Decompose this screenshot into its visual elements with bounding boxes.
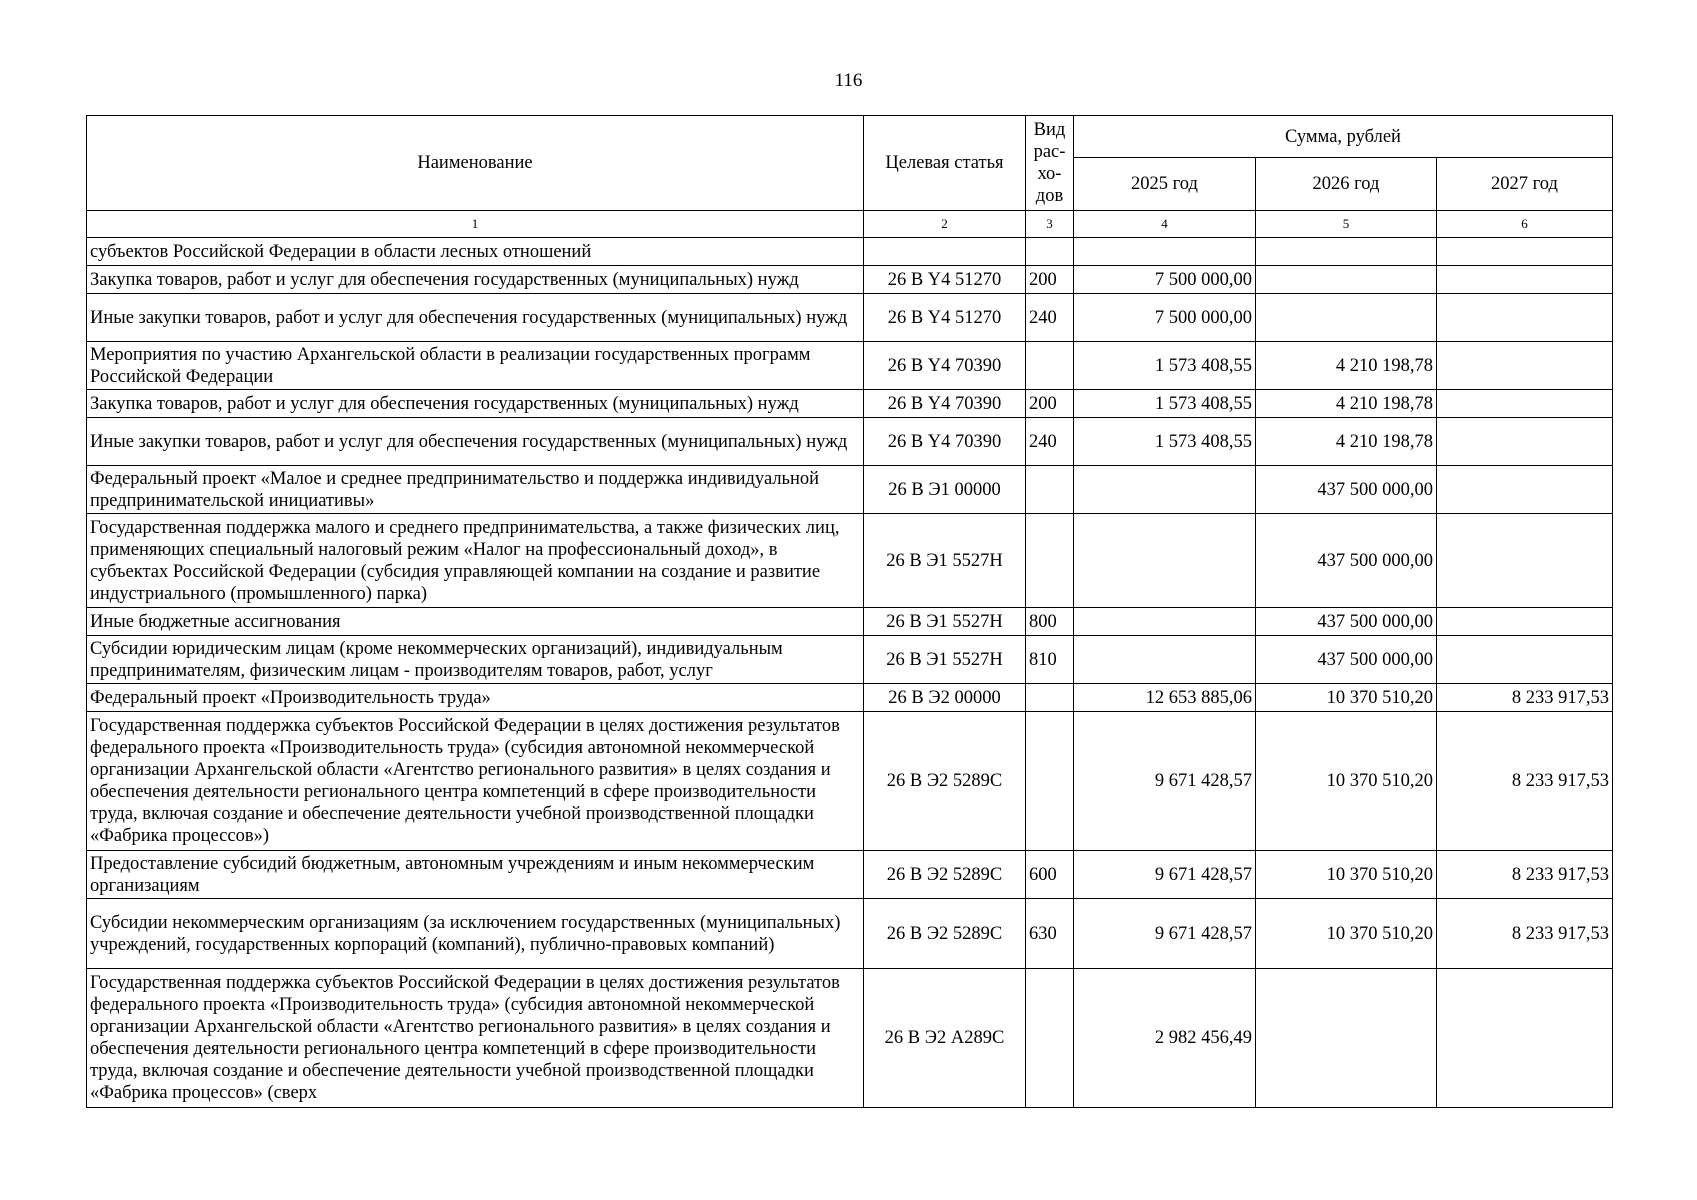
row-sum-2025: 9 671 428,57 bbox=[1074, 851, 1256, 899]
row-target-code: 26 В Э1 5527Н bbox=[864, 514, 1026, 608]
row-expense-type bbox=[1026, 969, 1074, 1108]
row-sum-2025: 2 982 456,49 bbox=[1074, 969, 1256, 1108]
row-name: Субсидии юридическим лицам (кроме некоммерческих организаций), индивидуальным предпринимателям, физическим лицам - производителям товаров, работ, услуг bbox=[87, 636, 864, 684]
table-row bbox=[87, 294, 1613, 342]
header-year-2026: 2026 год bbox=[1256, 158, 1437, 211]
row-expense-type: 240 bbox=[1026, 418, 1074, 466]
row-expense-type: 200 bbox=[1026, 266, 1074, 294]
table-row bbox=[87, 390, 1613, 418]
row-target-code: 26 В Y4 70390 bbox=[864, 390, 1026, 418]
row-expense-type: 630 bbox=[1026, 899, 1074, 969]
row-target-code: 26 В Y4 51270 bbox=[864, 294, 1026, 342]
table-row bbox=[87, 514, 1613, 608]
row-name: Государственная поддержка субъектов Российской Федерации в целях достижения результатов федерального проекта «Производительность труда» (субсидия автономной некоммерческой организации Архангельской области «Агентство регионального развития» в целях создания и обеспечения деятельности регионального центра компетенций в сфере производительности труда, включая создание и обеспечение деятельности учебной производственной площадки «Фабрика процессов») bbox=[87, 712, 864, 851]
row-expense-type bbox=[1026, 712, 1074, 851]
row-sum-2027: 8 233 917,53 bbox=[1437, 851, 1613, 899]
table-row bbox=[87, 266, 1613, 294]
row-sum-2025 bbox=[1074, 514, 1256, 608]
row-sum-2025: 12 653 885,06 bbox=[1074, 684, 1256, 712]
row-sum-2025: 9 671 428,57 bbox=[1074, 899, 1256, 969]
row-sum-2027 bbox=[1437, 969, 1613, 1108]
table-row bbox=[87, 418, 1613, 466]
row-name: Предоставление субсидий бюджетным, автономным учреждениям и иным некоммерческим организациям bbox=[87, 851, 864, 899]
table-row bbox=[87, 466, 1613, 514]
row-sum-2027 bbox=[1437, 514, 1613, 608]
row-target-code: 26 В Э2 А289С bbox=[864, 969, 1026, 1108]
header-sum: Сумма, рублей bbox=[1074, 116, 1613, 158]
row-name: Закупка товаров, работ и услуг для обеспечения государственных (муниципальных) нужд bbox=[87, 266, 864, 294]
row-expense-type: 200 bbox=[1026, 390, 1074, 418]
row-target-code: 26 В Э1 5527Н bbox=[864, 636, 1026, 684]
header-year-2027: 2027 год bbox=[1437, 158, 1613, 211]
row-sum-2027 bbox=[1437, 466, 1613, 514]
row-sum-2026 bbox=[1256, 969, 1437, 1108]
row-sum-2027 bbox=[1437, 418, 1613, 466]
row-sum-2027: 8 233 917,53 bbox=[1437, 712, 1613, 851]
table-row bbox=[87, 851, 1613, 899]
column-number: 1 bbox=[87, 211, 864, 238]
table-row bbox=[87, 899, 1613, 969]
row-expense-type: 240 bbox=[1026, 294, 1074, 342]
table-row bbox=[87, 608, 1613, 636]
row-expense-type: 600 bbox=[1026, 851, 1074, 899]
row-sum-2026: 10 370 510,20 bbox=[1256, 899, 1437, 969]
row-target-code: 26 В Y4 70390 bbox=[864, 418, 1026, 466]
row-sum-2025: 9 671 428,57 bbox=[1074, 712, 1256, 851]
row-sum-2025 bbox=[1074, 238, 1256, 266]
row-sum-2025: 1 573 408,55 bbox=[1074, 418, 1256, 466]
column-number: 6 bbox=[1437, 211, 1613, 238]
row-sum-2026: 10 370 510,20 bbox=[1256, 851, 1437, 899]
row-sum-2026: 437 500 000,00 bbox=[1256, 636, 1437, 684]
column-number: 2 bbox=[864, 211, 1026, 238]
row-name: Иные бюджетные ассигнования bbox=[87, 608, 864, 636]
row-target-code: 26 В Y4 51270 bbox=[864, 266, 1026, 294]
table-row bbox=[87, 684, 1613, 712]
row-name: Закупка товаров, работ и услуг для обеспечения государственных (муниципальных) нужд bbox=[87, 390, 864, 418]
row-sum-2026: 4 210 198,78 bbox=[1256, 390, 1437, 418]
row-sum-2027 bbox=[1437, 636, 1613, 684]
row-sum-2027 bbox=[1437, 608, 1613, 636]
header-year-2025: 2025 год bbox=[1074, 158, 1256, 211]
row-name: Государственная поддержка малого и среднего предпринимательства, а также физических лиц, применяющих специальный налоговый режим «Налог на профессиональный доход», в субъектах Российской Федерации (субсидия управляющей компании на создание и развитие индустриального (промышленного) парка) bbox=[87, 514, 864, 608]
row-sum-2025 bbox=[1074, 608, 1256, 636]
row-sum-2027 bbox=[1437, 238, 1613, 266]
row-name: Иные закупки товаров, работ и услуг для обеспечения государственных (муниципальных) нужд bbox=[87, 294, 864, 342]
row-sum-2025: 1 573 408,55 bbox=[1074, 342, 1256, 390]
column-number: 4 bbox=[1074, 211, 1256, 238]
row-target-code: 26 В Э1 00000 bbox=[864, 466, 1026, 514]
row-name: Государственная поддержка субъектов Российской Федерации в целях достижения результатов федерального проекта «Производительность труда» (субсидия автономной некоммерческой организации Архангельской области «Агентство регионального развития» в целях создания и обеспечения деятельности регионального центра компетенций в сфере производительности труда, включая создание и обеспечение деятельности учебной производственной площадки «Фабрика процессов» (сверх bbox=[87, 969, 864, 1108]
row-sum-2025 bbox=[1074, 466, 1256, 514]
row-sum-2026: 437 500 000,00 bbox=[1256, 608, 1437, 636]
row-expense-type: 800 bbox=[1026, 608, 1074, 636]
table-row bbox=[87, 969, 1613, 1108]
row-sum-2027 bbox=[1437, 390, 1613, 418]
row-sum-2025: 7 500 000,00 bbox=[1074, 266, 1256, 294]
row-target-code bbox=[864, 238, 1026, 266]
row-sum-2025: 1 573 408,55 bbox=[1074, 390, 1256, 418]
page-number: 116 bbox=[834, 70, 863, 91]
row-sum-2026: 4 210 198,78 bbox=[1256, 418, 1437, 466]
table-row bbox=[87, 238, 1613, 266]
row-target-code: 26 В Э2 5289С bbox=[864, 712, 1026, 851]
row-sum-2026: 4 210 198,78 bbox=[1256, 342, 1437, 390]
row-sum-2026: 10 370 510,20 bbox=[1256, 684, 1437, 712]
row-expense-type bbox=[1026, 514, 1074, 608]
row-sum-2026: 437 500 000,00 bbox=[1256, 466, 1437, 514]
row-expense-type bbox=[1026, 684, 1074, 712]
row-name: Федеральный проект «Производительность труда» bbox=[87, 684, 864, 712]
row-sum-2026: 10 370 510,20 bbox=[1256, 712, 1437, 851]
table-row bbox=[87, 712, 1613, 851]
table-row bbox=[87, 636, 1613, 684]
row-name: Мероприятия по участию Архангельской области в реализации государственных программ Российской Федерации bbox=[87, 342, 864, 390]
row-sum-2026 bbox=[1256, 294, 1437, 342]
row-target-code: 26 В Э2 00000 bbox=[864, 684, 1026, 712]
row-sum-2026 bbox=[1256, 266, 1437, 294]
row-sum-2027: 8 233 917,53 bbox=[1437, 684, 1613, 712]
row-name: Субсидии некоммерческим организациям (за исключением государственных (муниципальных) учреждений, государственных корпораций (компаний), публично-правовых компаний) bbox=[87, 899, 864, 969]
row-target-code: 26 В Э1 5527Н bbox=[864, 608, 1026, 636]
row-sum-2027 bbox=[1437, 342, 1613, 390]
row-sum-2025 bbox=[1074, 636, 1256, 684]
row-sum-2026: 437 500 000,00 bbox=[1256, 514, 1437, 608]
column-number: 5 bbox=[1256, 211, 1437, 238]
row-expense-type bbox=[1026, 238, 1074, 266]
row-name: субъектов Российской Федерации в области лесных отношений bbox=[87, 238, 864, 266]
row-target-code: 26 В Y4 70390 bbox=[864, 342, 1026, 390]
header-expense-type: Вид рас- хо- дов bbox=[1026, 116, 1074, 211]
row-sum-2027 bbox=[1437, 266, 1613, 294]
row-expense-type bbox=[1026, 466, 1074, 514]
row-name: Иные закупки товаров, работ и услуг для обеспечения государственных (муниципальных) нужд bbox=[87, 418, 864, 466]
column-number: 3 bbox=[1026, 211, 1074, 238]
row-expense-type bbox=[1026, 342, 1074, 390]
row-target-code: 26 В Э2 5289С bbox=[864, 851, 1026, 899]
budget-table bbox=[86, 115, 1613, 1108]
row-sum-2026 bbox=[1256, 238, 1437, 266]
row-name: Федеральный проект «Малое и среднее предпринимательство и поддержка индивидуальной предпринимательской инициативы» bbox=[87, 466, 864, 514]
table-row bbox=[87, 342, 1613, 390]
header-target-article: Целевая статья bbox=[864, 116, 1026, 211]
row-expense-type: 810 bbox=[1026, 636, 1074, 684]
row-sum-2027 bbox=[1437, 294, 1613, 342]
row-sum-2025: 7 500 000,00 bbox=[1074, 294, 1256, 342]
row-sum-2027: 8 233 917,53 bbox=[1437, 899, 1613, 969]
row-target-code: 26 В Э2 5289С bbox=[864, 899, 1026, 969]
header-name: Наименование bbox=[87, 116, 864, 211]
